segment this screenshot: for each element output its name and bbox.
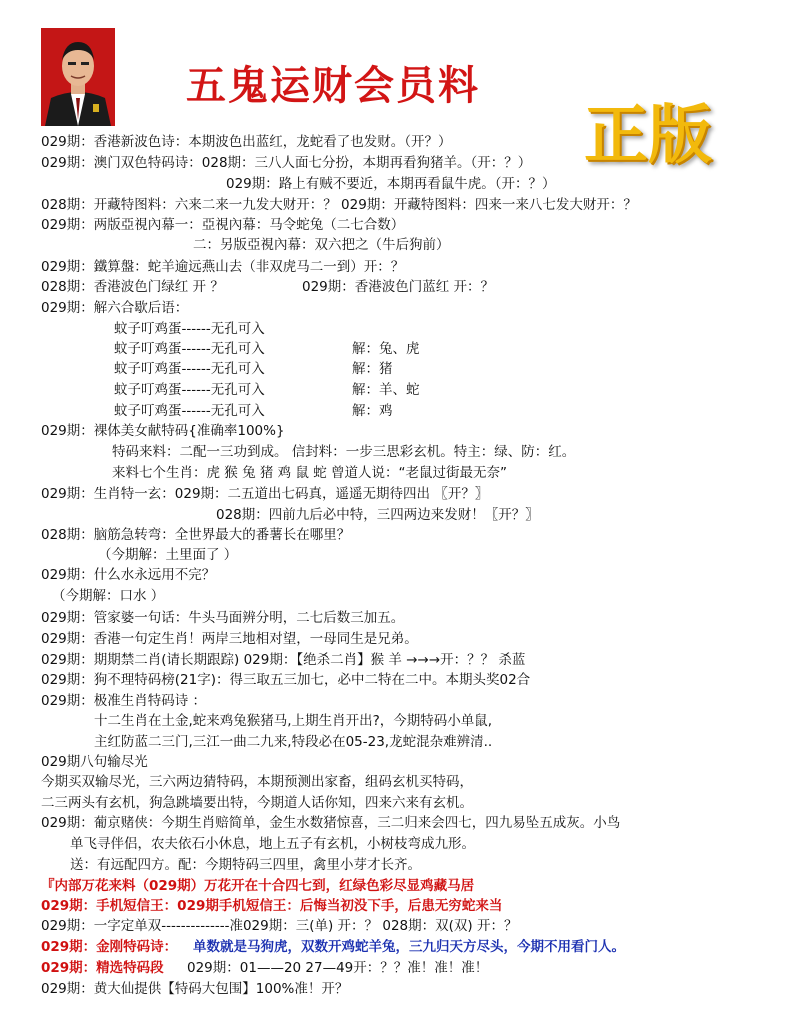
riddle-answer: 解：兔、虎 xyxy=(352,341,420,357)
text-line: 028期：香港波色门绿红 开 ？ xyxy=(41,279,224,295)
text-line: 二：另版亞視內幕：双六把之（牛后狗前） xyxy=(193,237,450,253)
text-line: 来料七个生肖：虎 猴 兔 猪 鸡 鼠 蛇 曾道人说：“老鼠过街最无奈” xyxy=(112,465,508,481)
portrait-photo xyxy=(41,28,115,126)
text-line-red: 029期：手机短信王：029期手机短信王：后悔当初没下手，后患无穷蛇来当 xyxy=(41,898,503,914)
text-line: 送：有远配四方。配：今期特码三四里，禽里小芽才长齐。 xyxy=(70,857,421,873)
text-line: 单飞寻伴侣，农夫依石小休息，地上五子有玄机，小树枝弯成九形。 xyxy=(70,836,475,852)
text-line: 029期：生肖特一玄：029期：二五道出七码真，遥遥无期待四出 〖开？〗 xyxy=(41,486,489,502)
text-line: 特码来料：二配一三功到成。 信封料：一步三思彩玄机。特主：绿、防：红。 xyxy=(112,444,576,460)
text-line: 029期：鐵算盤：蛇羊逾远燕山去（非双虎马二一到）开：？ xyxy=(41,259,405,275)
text-line: 今期买双输尽光，三六两边猜特码，本期预测出家畜，组码玄机买特码， xyxy=(41,774,473,790)
text-line: 029期：香港波色门蓝红 开：？ xyxy=(302,279,495,295)
text-line: 029期：一字定单双--------------准029期：三(单) 开：？ 028期：双(双) 开：？ xyxy=(41,918,518,934)
text-line: （今期解：土里面了 ） xyxy=(98,547,238,563)
text-line: 029期：路上有贼不要近，本期再看鼠牛虎。（开：？） xyxy=(226,176,556,192)
text-line: 029期：管家婆一句话：牛头马面辨分明，二七后数三加五。 xyxy=(41,610,405,626)
riddle-line: 蚊子叮鸡蛋------无孔可入 xyxy=(114,321,265,337)
text-line: 028期：四前九后必中特，三四两边来发财！〖开？〗 xyxy=(216,507,539,523)
riddle-answer: 解：羊、蛇 xyxy=(352,382,420,398)
riddle-answer: 解：鸡 xyxy=(352,403,393,419)
text-line: 029期：狗不理特码榜(21字)：得三取五三加七，必中二特在二中。本期头奖02合 xyxy=(41,672,531,688)
poem-line: 十二生肖在土金,蛇来鸡兔猴猪马,上期生肖开出?，今期特码小单鼠, xyxy=(94,713,493,729)
text-line: 029期：01——20 27—49开：？？准！准！准！ xyxy=(187,960,489,976)
text-line: 029期：黄大仙提供【特码大包围】100%准！开？ xyxy=(41,981,349,997)
riddle-answer: 解：猪 xyxy=(352,361,393,377)
text-line: 029期：什么水永远用不完？ xyxy=(41,567,216,583)
text-line-red: 『内部万花来料（029期）万花开在十合四七到，红绿色彩尽显鸡藏马居 xyxy=(41,878,475,894)
text-line-red: 029期：金刚特码诗： xyxy=(41,939,178,955)
text-line: 029期：香港新波色诗：本期波色出蓝红，龙蛇看了也发财。（开？） xyxy=(41,134,452,150)
text-line: 029期：极准生肖特码诗 ： xyxy=(41,693,207,709)
text-line: 029期：解六合歇后语： xyxy=(41,300,189,316)
poem-line: 主红防蓝二三门,三江一曲二九来,特段必在05-23,龙蛇混杂难辨清.. xyxy=(94,734,493,750)
text-line: 029期：葡京赌侠：今期生肖赔简单，金生水数猪惊喜，三二归来会四七，四九易坠五成灰。小鸟 xyxy=(41,815,621,831)
riddle-line: 蚊子叮鸡蛋------无孔可入 xyxy=(114,341,265,357)
text-line: （今期解：口水 ） xyxy=(52,588,165,604)
genuine-stamp: 正版 xyxy=(584,99,712,173)
text-line: 029期：香港一句定生肖！两岸三地相对望，一母同生是兄弟。 xyxy=(41,631,418,647)
riddle-line: 蚊子叮鸡蛋------无孔可入 xyxy=(114,382,265,398)
text-line: 028期：脑筋急转弯：全世界最大的番薯长在哪里？ xyxy=(41,527,351,543)
riddle-line: 蚊子叮鸡蛋------无孔可入 xyxy=(114,361,265,377)
riddle-line: 蚊子叮鸡蛋------无孔可入 xyxy=(114,403,265,419)
text-line: 二三两头有玄机，狗急跳墙要出特，今期道人话你知，四来六来有玄机。 xyxy=(41,795,473,811)
text-line: 029期八句输尽光 xyxy=(41,754,148,770)
text-line: 028期：开藏特图料：六来二来一九发大财开：？ 029期：开藏特图料：四来一来八七发大财开：？ xyxy=(41,197,637,213)
text-line-blue: 单数就是马狗虎，双数开鸡蛇羊兔，三九归天方尽头，今期不用看门人。 xyxy=(193,939,625,955)
text-line: 029期：两版亞視內幕一：亞視內幕：马令蛇兔（二七合数） xyxy=(41,217,405,233)
text-line: 029期：澳门双色特码诗：028期：三八人面七分扮，本期再看狗猪羊。（开：？） xyxy=(41,155,532,171)
page-title: 五鬼运财会员料 xyxy=(186,62,480,109)
text-line-red: 029期：精选特码段 xyxy=(41,960,164,976)
text-line: 029期：期期禁二肖(请长期跟踪) 029期：【绝杀二肖】猴 羊 →→→开：？？ 杀蓝 xyxy=(41,652,526,668)
text-line: 029期：裸体美女献特码{准确率100%} xyxy=(41,423,285,439)
